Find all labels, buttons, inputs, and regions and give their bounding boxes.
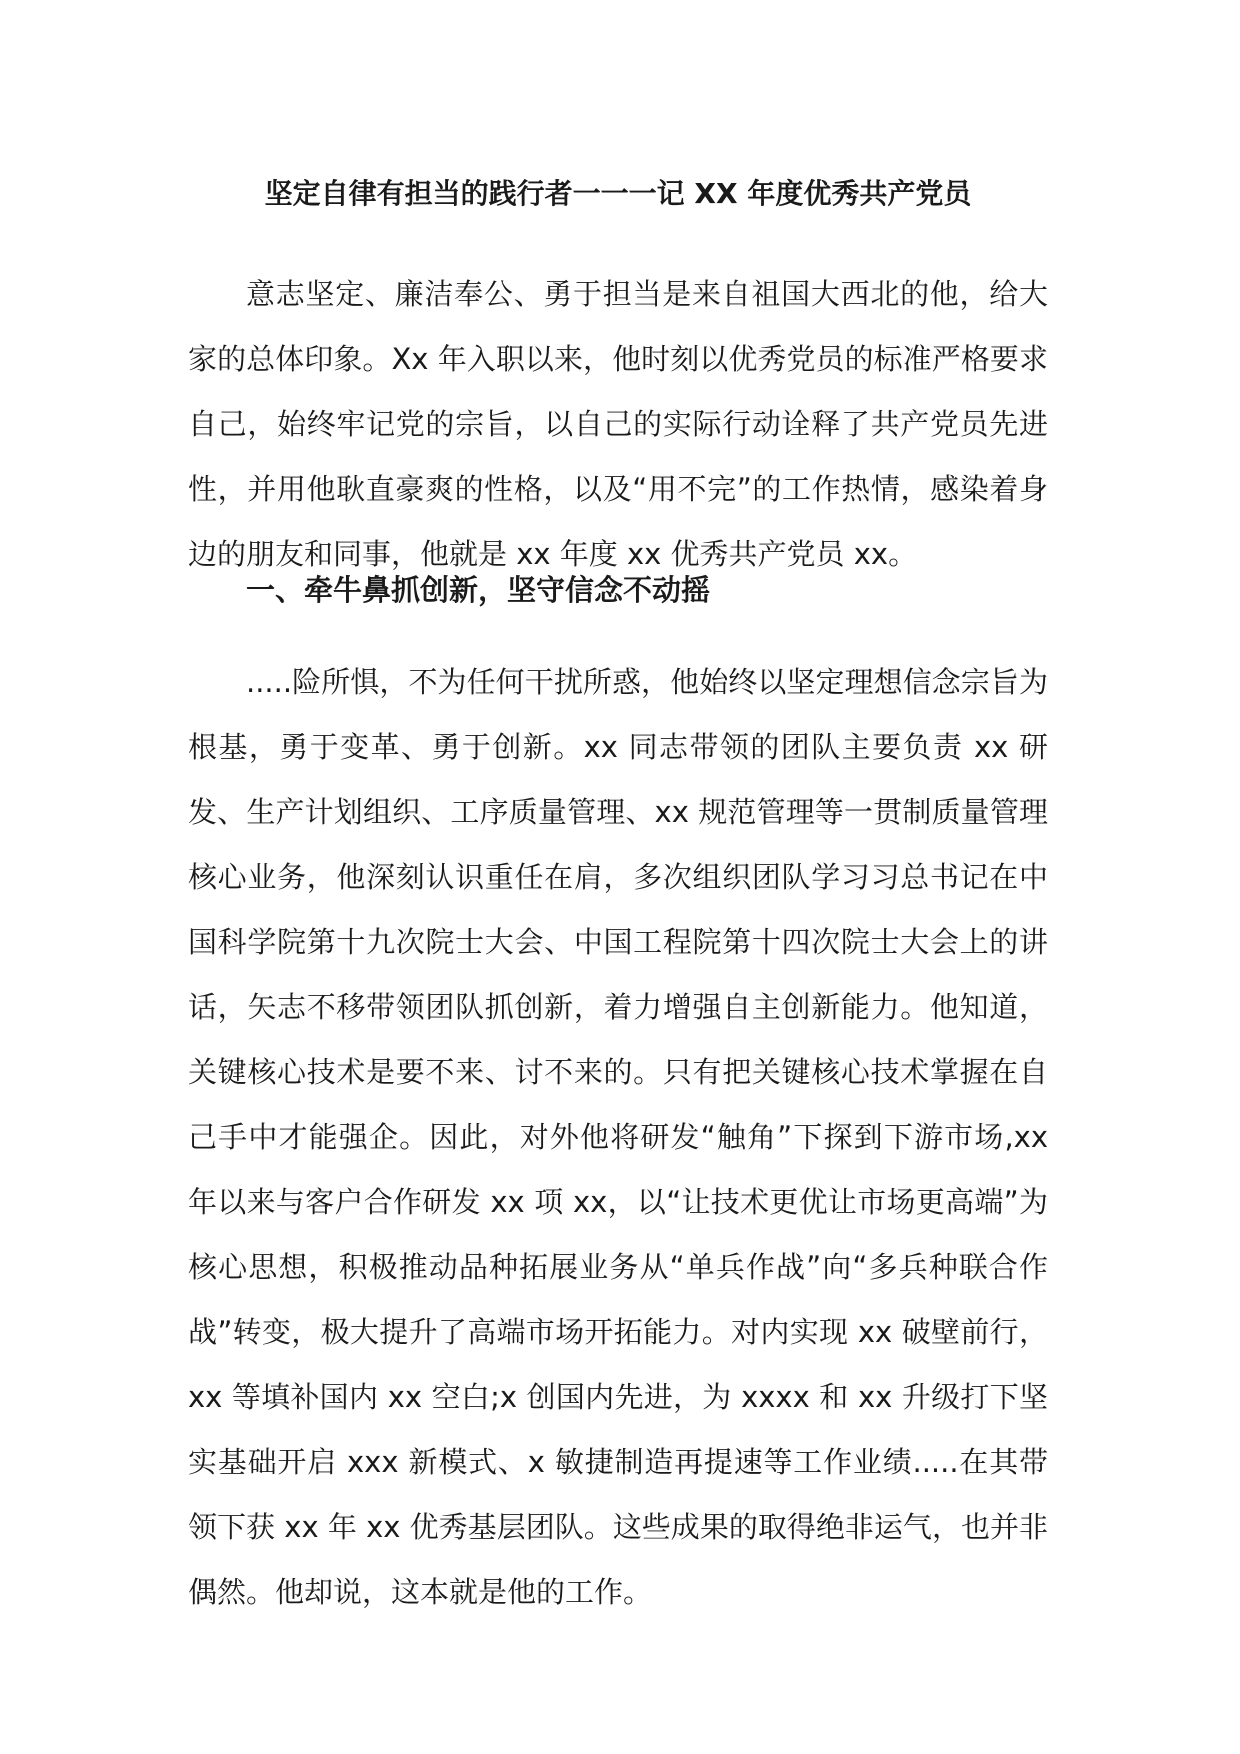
intro-paragraph: 意志坚定、廉洁奉公、勇于担当是来自祖国大西北的他，给大家的总体印象。Xx 年入职以来，他时刻以优秀党员的标准严格要求自己，始终牢记党的宗旨，以自己的实际行动诠释了共产党员先进性，并用他耿直豪爽的性格，以及“用不完”的工作热情，感染着身边的朋友和同事，他就是 xx 年度 xx 优秀共产党员 xx。 — [188, 277, 1048, 571]
document-title: 坚定自律有担当的践行者一一一记 XX 年度优秀共产党员 — [264, 177, 972, 210]
section-heading: 一、牵牛鼻抓创新，坚守信念不动摇 — [246, 573, 711, 607]
section-body-paragraph: .....险所惧，不为任何干扰所惑，他始终以坚定理想信念宗旨为根基，勇于变革、勇于创新。xx 同志带领的团队主要负责 xx 研发、生产计划组织、工序质量管理、xx 规范管理等一贯制质量管理核心业务，他深刻认识重任在肩，多次组织团队学习习总书记在中国科学院第十九次院士大会、中国工程院第十四次院士大会上的讲话，矢志不移带领团队抓创新，着力增强自主创新能力。他知道，关键核心技术是要不来、讨不来的。只有把关键核心技术掌握在自己手中才能强企。因此，对外他将研发“触角”下探到下游市场,xx 年以来与客户合作研发 xx 项 xx，以“让技术更优让市场更高端”为核心思想，积极推动品种拓展业务从“单兵作战”向“多兵种联合作战”转变，极大提升了高端市场开拓能力。对内实现 xx 破壁前行，xx 等填补国内 xx 空白;x 创国内先进，为 xxxx 和 xx 升级打下坚实基础开启 xxx 新模式、x 敏捷制造再提速等工作业绩.....在其带领下获 xx 年 xx 优秀基层团队。这些成果的取得绝非运气，也并非偶然。他却说，这本就是他的工作。 — [188, 665, 1048, 1609]
